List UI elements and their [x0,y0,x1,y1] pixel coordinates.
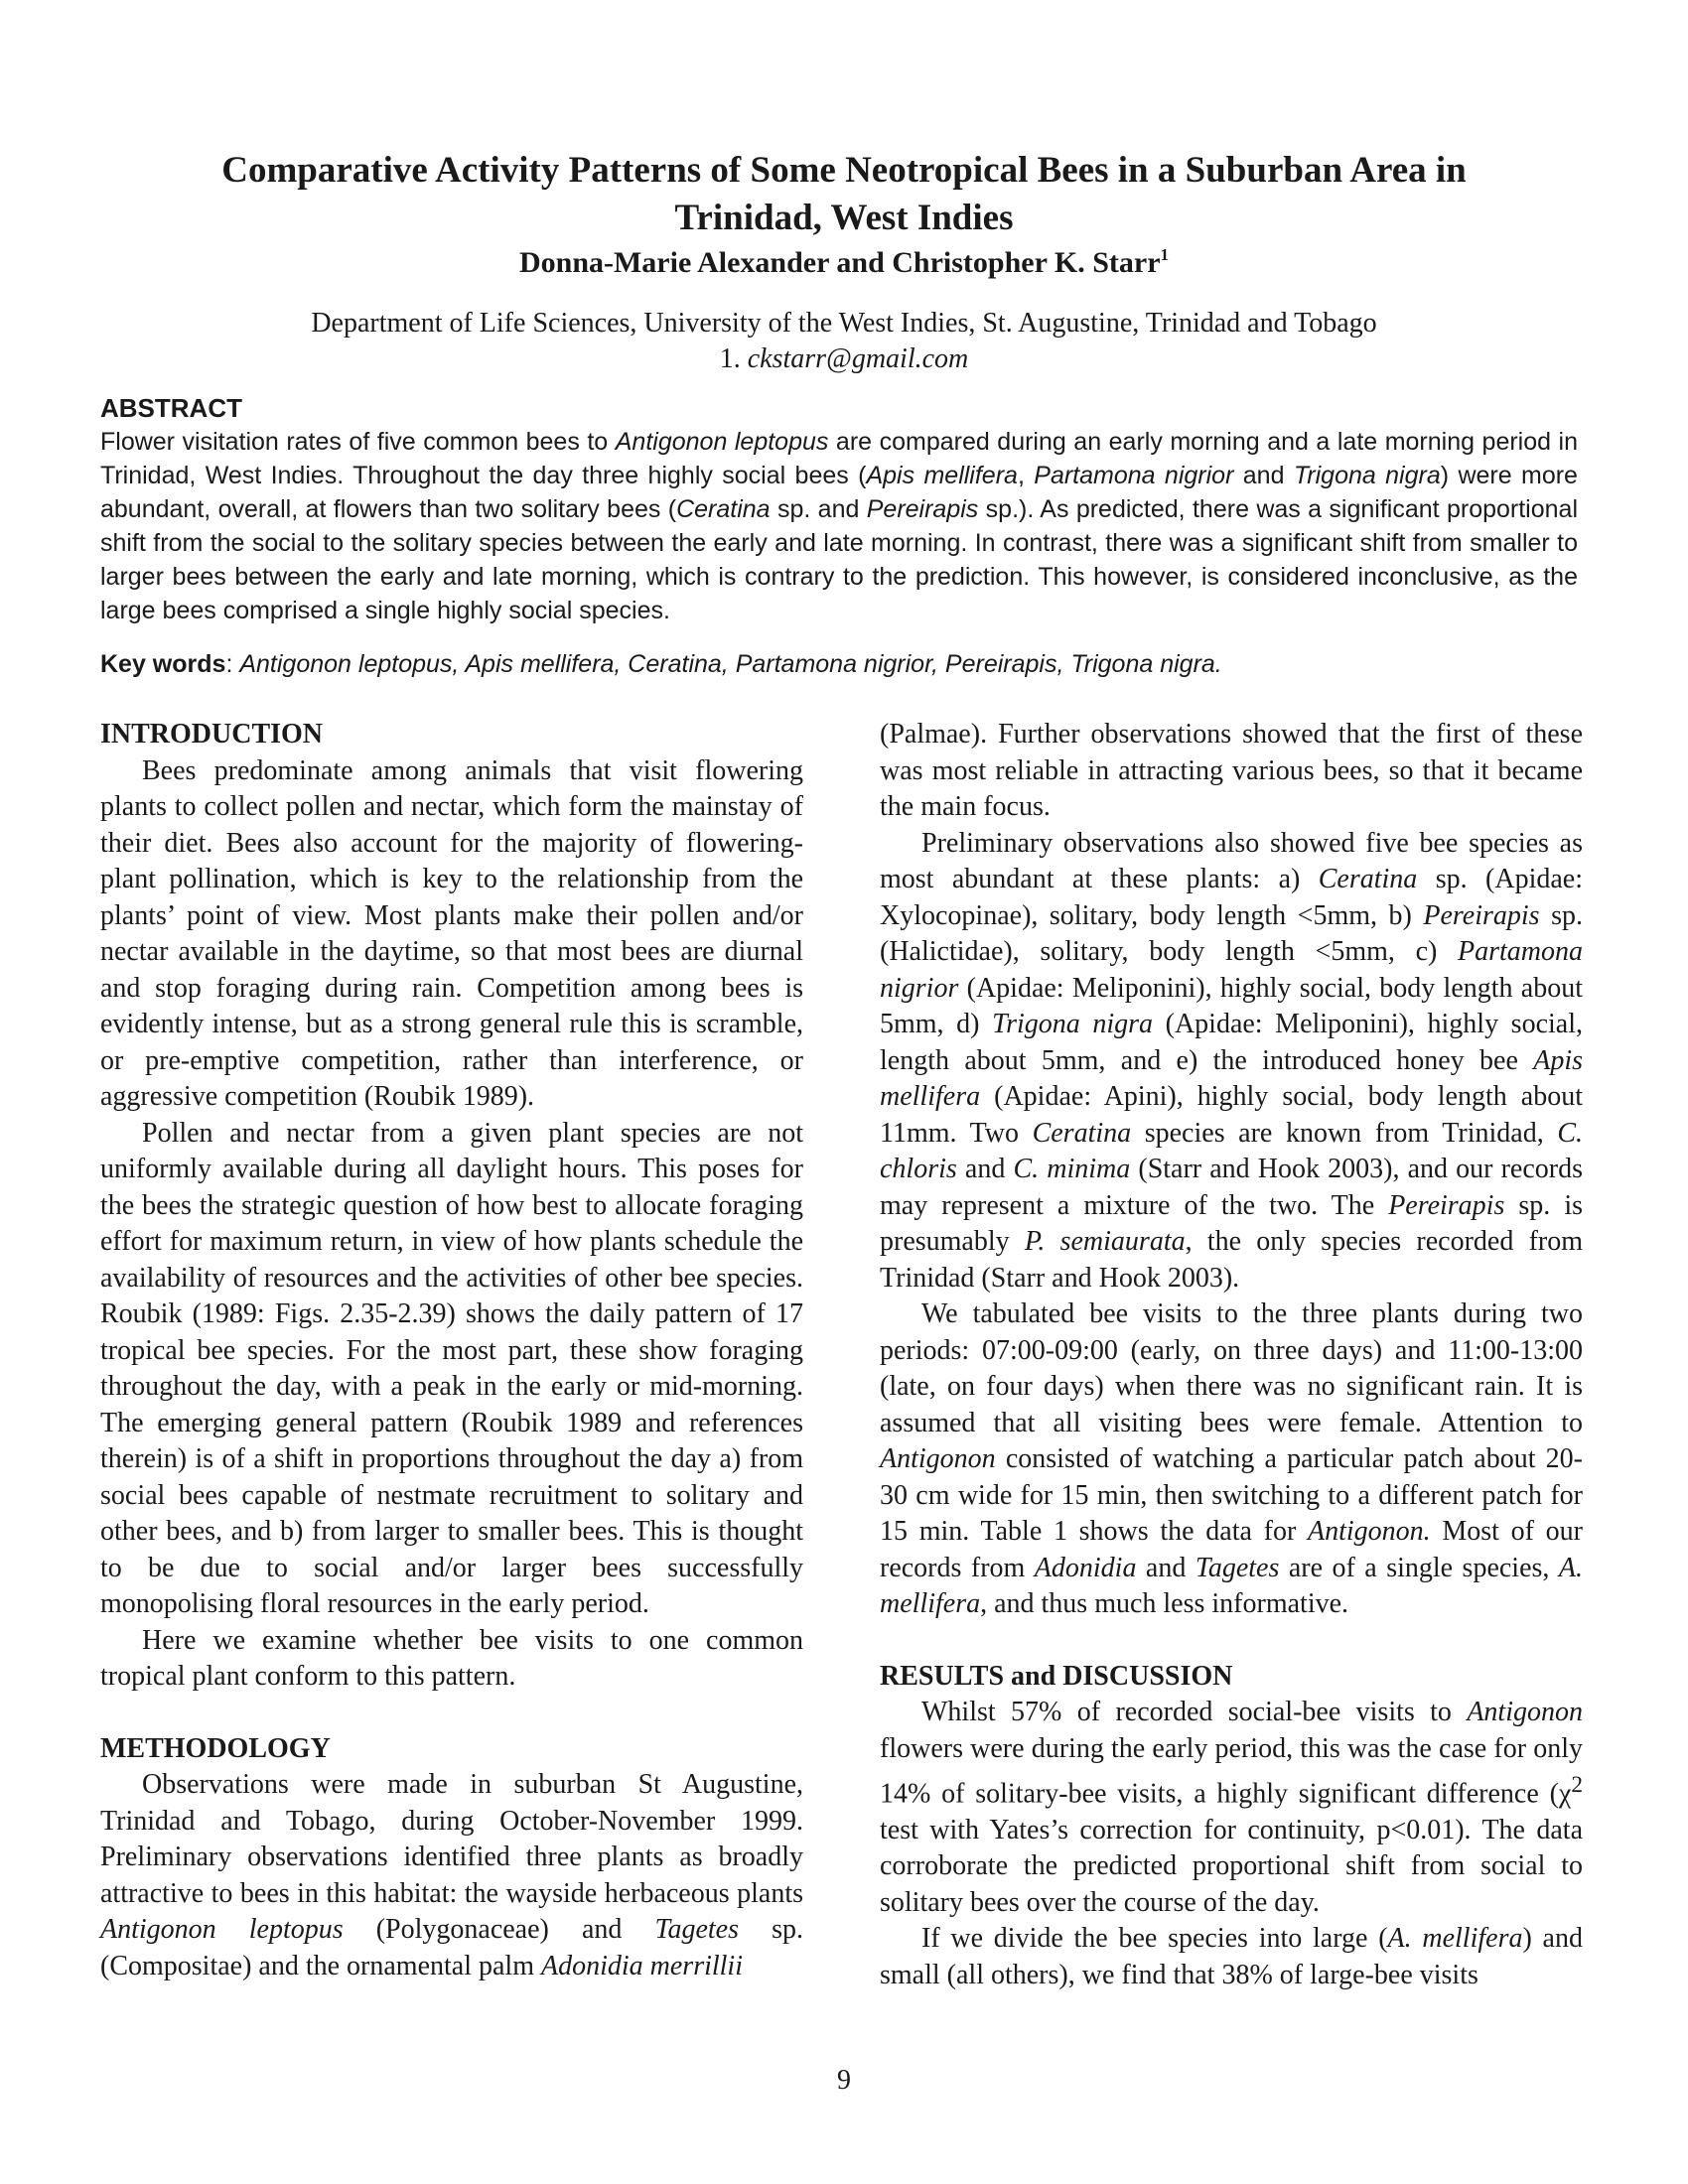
introduction-paragraph: Bees predominate among animals that visit flowering plants to collect pollen and nectar, which form the mainstay of their diet. Bees also account for the majority of flowering-plant pollination, which is key to the relationship from the plants’ point of view. Most plants make their pollen and/or nectar available in the daytime, so that most bees are diurnal and stop foraging during rain. Competition among bees is evidently intense, but as a strong general rule this is scramble, or pre-emptive competition, rather than interference, or aggressive competition (Roubik 1989). [100,754,803,1112]
article-title [149,147,1539,242]
results-paragraph: If we divide the bee species into large (A. mellifera) and small (all others), we find that 38% of large-bee visits [880,1923,1583,1990]
abstract-heading: ABSTRACT [100,393,242,423]
methodology-heading: METHODOLOGY [100,1732,331,1764]
abstract-section [100,391,1578,681]
keywords-list: Antigonon leptopus, Apis mellifera, Ceratina, Partamona nigrior, Pereirapis, Trigona nigra. [239,650,1222,678]
methodology-paragraph: We tabulated bee visits to the three plants during two periods: 07:00-09:00 (early, on three days) and 11:00-13:00 (late, on four days) when there was no significant rain. It is assumed that all visiting bees were female. Attention to Antigonon consisted of watching a particular patch about 20-30 cm wide for 15 min, then switching to a different patch for 15 min. Table 1 shows the data for Antigonon. Most of our records from Adonidia and Tagetes are of a single species, A. mellifera, and thus much less informative. [880,1298,1583,1619]
email-prefix: 1. [719,343,741,374]
abstract-text: Flower visitation rates of five common bees to Antigonon leptopus are compared during an early morning and a late morning period in Trinidad, West Indies. Throughout the day three highly social bees (Apis mellifera, Partamona nigrior and Trigona nigra) were more abundant, overall, at flowers than two solitary bees (Ceratina sp. and Pereirapis sp.). As predicted, there was a significant proportional shift from the social to the solitary species between the early and late morning. In contrast, there was a significant shift from smaller to larger bees between the early and late morning, which is contrary to the prediction. This however, is considered inconclusive, as the large bees comprised a single highly social species. [100,428,1579,624]
left-column [100,717,803,1984]
introduction-heading: INTRODUCTION [100,719,324,750]
results-paragraph: Whilst 57% of recorded social-bee visits to Antigonon flowers were during the early period, this was the case for only 14% of solitary-bee visits, a highly significant difference ($\chi^2$ test with Yates’s correction for continuity, p<0.01). The data corroborate the predicted proportional shift from social to solitary bees over the course of the day. [880,1697,1583,1918]
introduction-paragraph: Pollen and nectar from a given plant species are not uniformly available during all daylight hours. This poses for the bees the strategic question of how best to allocate foraging effort for maximum return, in view of how plants schedule the availability of resources and the activities of other bee species. Roubik (1989: Figs. 2.35-2.39) shows the daily pattern of 17 tropical bee species. For the most part, these show foraging throughout the day, with a peak in the early or mid-morning. The emerging general pattern (Roubik 1989 and references therein) is of a shift in proportions throughout the day a) from social bees capable of nestmate recruitment to solitary and other bees, and b) from larger to smaller bees. This is thought to be due to social and/or larger bees successfully monopolising floral resources in the early period. [100,1117,803,1619]
right-column [880,717,1583,1993]
introduction-paragraph: Here we examine whether bee visits to one common tropical plant conform to this pattern. [100,1624,803,1692]
authors [149,244,1539,282]
methodology-paragraph-continued: (Palmae). Further observations showed that the first of these was most reliable in attracting various bees, so that it became the main focus. [880,719,1583,822]
author-names: Donna-Marie Alexander and Christopher K. Starr [518,246,1161,279]
results-heading: RESULTS and DISCUSSION [880,1660,1233,1692]
page-number: 9 [837,2065,851,2096]
title-line-2: Trinidad, West Indies [674,198,1014,238]
keywords-label: Key words [100,650,226,678]
title-line-1: Comparative Activity Patterns of Some Neotropical Bees in a Suburban Area in [221,150,1467,191]
methodology-paragraph: Observations were made in suburban St Augustine, Trinidad and Tobago, during October-November 1999. Preliminary observations identified three plants as broadly attractive to bees in this habitat: the wayside herbaceous plants Antigonon leptopus (Polygonaceae) and Tagetes sp. (Compositae) and the ornamental palm Adonidia merrillii [100,1769,803,1981]
author-footnote-marker: 1 [1160,245,1170,264]
affiliation-block [149,306,1539,377]
affiliation: Department of Life Sciences, University of the West Indies, St. Augustine, Trinidad and Tobago [311,308,1377,339]
email-address: ckstarr@gmail.com [747,343,969,374]
methodology-paragraph: Preliminary observations also showed five bee species as most abundant at these plants: a) Ceratina sp. (Apidae: Xylocopinae), solitary, body length <5mm, b) Pereirapis sp. (Halictidae), solitary, body length <5mm, c) Partamona nigrior (Apidae: Meliponini), highly social, body length about 5mm, d) Trigona nigra (Apidae: Meliponini), highly social, length about 5mm, and e) the introduced honey bee Apis mellifera (Apidae: Apini), highly social, body length about 11mm. Two Ceratina species are known from Trinidad, C. chloris and C. minima (Starr and Hook 2003), and our records may represent a mixture of the two. The Pereirapis sp. is presumably P. semiaurata, the only species recorded from Trinidad (Starr and Hook 2003). [880,827,1584,1294]
keywords: Key words: Antigonon leptopus, Apis mellifera, Ceratina, Partamona nigrior, Pereirapis, Trigona nigra. [100,650,1222,678]
